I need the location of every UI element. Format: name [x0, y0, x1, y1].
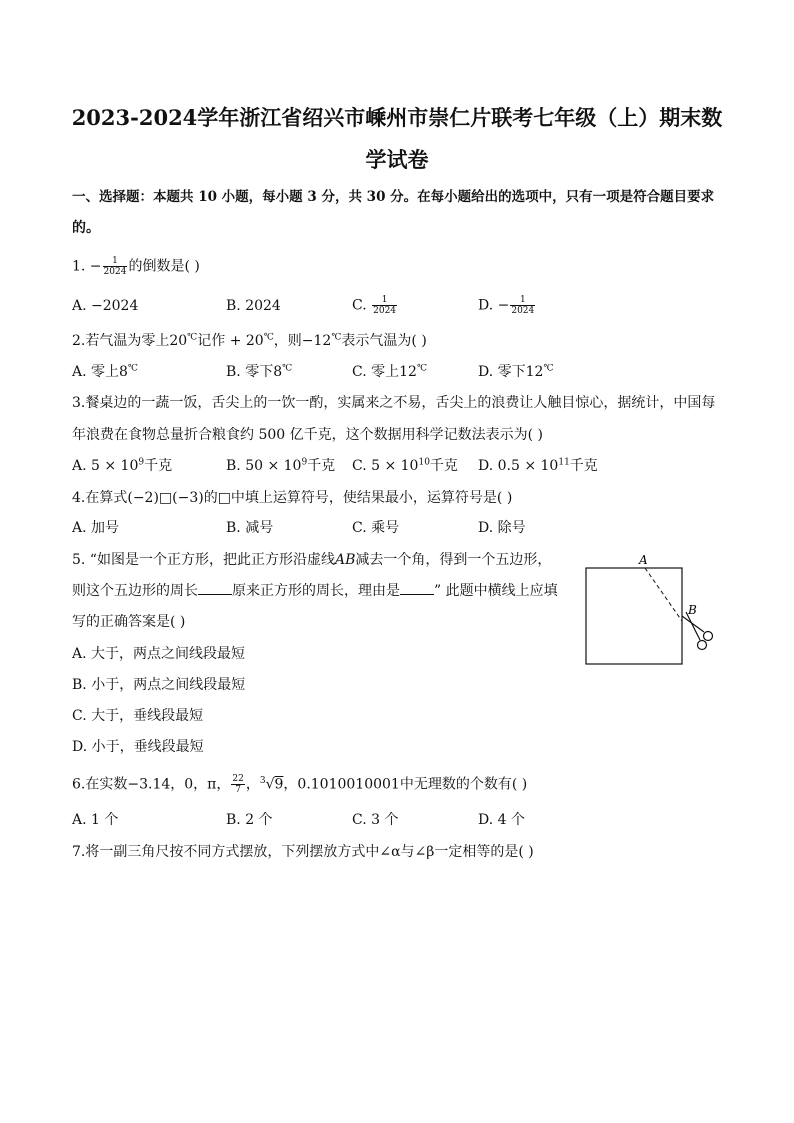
q3-option-a-exp: 9	[138, 457, 145, 468]
section-instructions-line2: 的。	[72, 220, 100, 236]
q6-suffix: ，0.1010010001中无理数的个数有( )	[283, 776, 528, 793]
q2-option-d	[478, 363, 554, 381]
q3-option-b-unit: 千克	[307, 458, 336, 474]
q1-prefix: 1. −	[72, 258, 102, 275]
question-7: 7.将一副三角尺按不同方式摆放，下列摆放方式中∠α与∠β一定相等的是( )	[72, 844, 534, 860]
question-3-line1: 3.餐桌边的一蔬一饭，舌尖上的一饮一酌，实属来之不易，舌尖上的浪费让人触目惊心，据统计，中国每	[72, 395, 716, 411]
q5-option-d: D. 小于，垂线段最短	[72, 739, 204, 755]
q2-option-d-text: D. 零下12	[478, 364, 544, 380]
q5-option-c: C. 大于，垂线段最短	[72, 708, 204, 724]
exam-title-line2: 学试卷	[365, 147, 429, 172]
q1-option-d-den: 2024	[511, 306, 535, 316]
square-outline	[586, 568, 682, 664]
q3-option-a-base: A. 5 × 10	[72, 458, 139, 474]
q1-fraction	[103, 256, 128, 277]
q4-option-c: C. 乘号	[352, 520, 400, 536]
q3-option-d-exp: 11	[558, 457, 570, 468]
q1-option-c-fraction	[372, 295, 397, 316]
q5-line1-b: 减去一个角，得到一个五边形，	[355, 552, 552, 568]
q6-option-c: C. 3 个	[352, 812, 399, 828]
q4-option-d: D. 除号	[478, 520, 526, 536]
q3-option-c-base: C. 5 × 10	[352, 458, 419, 474]
q6-option-b: B. 2 个	[226, 812, 273, 828]
q5-option-a: A. 大于，两点之间线段最短	[72, 646, 246, 662]
q5-option-b: B. 小于，两点之间线段最短	[72, 677, 246, 693]
q1-option-b: B. 2024	[226, 298, 281, 314]
dashed-line-ab	[645, 568, 682, 621]
q3-option-a-unit: 千克	[144, 458, 173, 474]
q6-option-a: A. 1 个	[72, 812, 119, 828]
q3-option-d-base: D. 0.5 × 10	[478, 458, 559, 474]
exam-title-line1: 2023-2024学年浙江省绍兴市嵊州市崇仁片联考七年级（上）期末数	[71, 105, 723, 130]
q5-blank-2	[400, 582, 434, 595]
question-1	[72, 256, 200, 277]
q5-line1-a: 5. “如图是一个正方形，把此正方形沿虚线	[72, 552, 335, 568]
q6-prefix: 6.在实数−3.14，0，π，	[72, 776, 231, 793]
q6-frac-num: 22	[232, 774, 244, 784]
q3-option-c-unit: 千克	[429, 458, 458, 474]
q2-option-c-unit: ℃	[416, 363, 428, 374]
q6-root-index: 3	[259, 775, 266, 786]
q1-suffix: 的倒数是( )	[128, 258, 200, 275]
q2-option-b-unit: ℃	[282, 363, 293, 374]
q2-option-a	[72, 363, 138, 381]
q6-fraction	[231, 774, 244, 795]
q2-option-c	[352, 363, 427, 381]
label-b: B	[688, 603, 697, 617]
q1-option-d	[478, 295, 536, 316]
scissors-icon	[682, 612, 713, 650]
question-3-line2: 年浪费在食物总量折合粮食约 500 亿千克，这个数据用科学记数法表示为( )	[72, 427, 543, 443]
q2-option-c-text: C. 零上12	[352, 364, 417, 380]
q1-frac-den: 2024	[103, 267, 127, 277]
q3-option-c-exp: 10	[418, 457, 430, 468]
q3-option-b-exp: 9	[301, 457, 308, 468]
q2-text-c: ，则−12	[273, 333, 332, 349]
question-5-line3: 写的正确答案是( )	[72, 614, 186, 630]
q3-option-d-unit: 千克	[569, 458, 598, 474]
q6-frac-den: 7	[235, 785, 241, 795]
label-a: A	[639, 553, 648, 567]
q2-unit-2: ℃	[263, 332, 274, 343]
q1-option-c-num: 1	[372, 295, 397, 306]
q3-option-d	[478, 457, 598, 475]
q5-line-ab: AB	[334, 552, 356, 568]
question-5-line2	[72, 582, 558, 600]
q2-text-d: 表示气温为( )	[341, 333, 427, 349]
q5-square-figure	[578, 550, 728, 672]
question-4: 4.在算式(−2)□(−3)的□中填上运算符号，使结果最小，运算符号是( )	[72, 490, 513, 506]
q1-option-c-den: 2024	[373, 306, 397, 316]
q3-option-a	[72, 457, 172, 475]
q2-option-b-text: B. 零下8	[226, 364, 283, 380]
q1-option-a: A. −2024	[72, 298, 139, 314]
q1-option-d-prefix: D. −	[478, 297, 510, 314]
q2-text-a: 2.若气温为零上20	[72, 333, 188, 349]
q2-option-a-unit: ℃	[127, 363, 138, 374]
q1-option-d-fraction	[510, 295, 535, 316]
q1-option-c	[352, 295, 398, 316]
q3-option-b-base: B. 50 × 10	[226, 458, 302, 474]
q2-unit-1: ℃	[187, 332, 198, 343]
cube-root-icon: √	[265, 776, 275, 793]
q3-option-b	[226, 457, 335, 475]
question-6: 6.在实数−3.14，0，π， $\frac{22}{7}$ ，$^3$√9，0.1010010001中无理数的个数有( )	[72, 774, 528, 795]
q2-option-d-unit: ℃	[543, 363, 554, 374]
q5-line2-a: 则这个五边形的周长	[72, 583, 198, 599]
q3-option-c	[352, 457, 458, 475]
question-5-line1	[72, 551, 551, 569]
q1-frac-num: 1	[103, 256, 128, 267]
q6-root-radicand: 9	[274, 776, 284, 793]
q5-blank-1	[198, 582, 232, 595]
q1-option-d-num: 1	[510, 295, 535, 306]
q5-line2-c: ” 此题中横线上应填	[434, 583, 558, 599]
q6-option-d: D. 4 个	[478, 812, 525, 828]
q1-option-c-prefix: C.	[352, 297, 367, 314]
q4-option-a: A. 加号	[72, 520, 120, 536]
q2-text-b: 记作 + 20	[197, 333, 264, 349]
q4-option-b: B. 减号	[226, 520, 274, 536]
question-2	[72, 332, 427, 350]
q5-line2-b: 原来正方形的周长，理由是	[232, 583, 400, 599]
q2-unit-3: ℃	[331, 332, 342, 343]
q2-option-a-text: A. 零上8	[72, 364, 128, 380]
q2-option-b	[226, 363, 292, 381]
section-instructions-line1: 一、选择题：本题共 10 小题，每小题 3 分，共 30 分。在每小题给出的选项中，只有一项是符合题目要求	[72, 189, 715, 205]
